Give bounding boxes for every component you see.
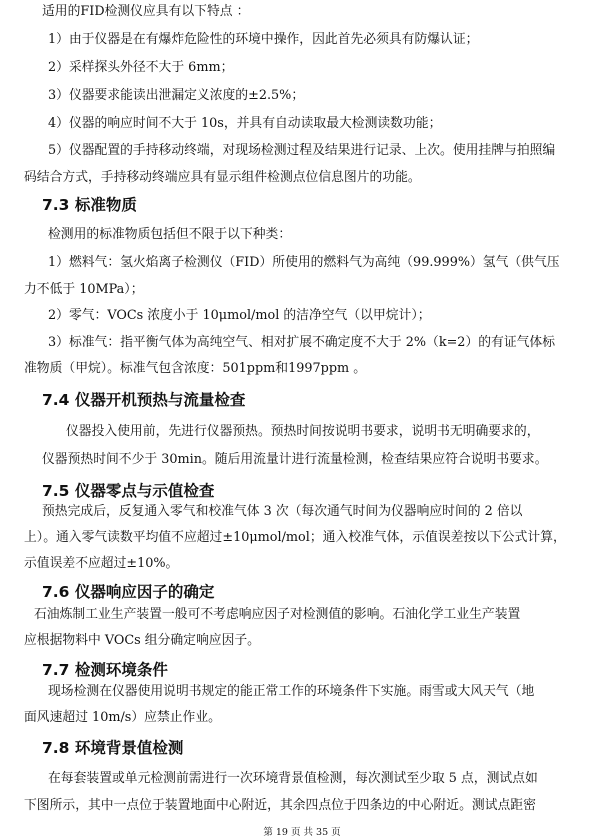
list-item: 5）仪器配置的手持移动终端，对现场检测过程及结果进行记录、上次。使用挂牌与拍照编 <box>48 143 556 158</box>
paragraph-line: 现场检测在仪器使用说明书规定的能正常工作的环境条件下实施。雨雪或大风天气（地 <box>48 684 535 699</box>
list-item: 3）标准气：指平衡气体为高纯空气、相对扩展不确定度不大于 2%（k=2）的有证气体标 <box>48 335 556 350</box>
section-heading-7-8: 7.8 环境背景值检测 <box>42 739 184 757</box>
list-item: 2）零气：VOCs 浓度小于 10μmol/mol 的洁净空气（以甲烷计）； <box>48 308 431 323</box>
list-item: 4）仪器的响应时间不大于 10s，并具有自动读取最大检测读数功能； <box>48 116 442 131</box>
list-item: 1）由于仪器是在有爆炸危险性的环境中操作，因此首先必须具有防爆认证； <box>48 32 479 47</box>
paragraph-line: 在每套装置或单元检测前需进行一次环境背景值检测，每次测试至少取 5 点，测试点如 <box>48 771 538 786</box>
intro-line: 适用的FID检测仪应具有以下特点 ： <box>42 4 250 19</box>
section-heading-7-4: 7.4 仪器开机预热与流量检查 <box>42 391 246 409</box>
paragraph-line: 下图所示，其中一点位于装置地面中心附近，其余四点位于四条边的中心附近。测试点距密 <box>24 798 536 813</box>
paragraph-line: 上）。通入零气读数平均值不应超过±10μmol/mol；通入校准气体，示值误差按以下公式计算， <box>24 530 566 545</box>
list-item-continued: 码结合方式，手持移动终端应具有显示组件检测点位信息图片的功能。 <box>24 170 421 185</box>
paragraph-line: 预热完成后，反复通入零气和校准气体 3 次（每次通气时间为仪器响应时间的 2 倍以 <box>42 504 523 519</box>
paragraph-line: 应根据物料中 VOCs 组分确定响应因子。 <box>24 633 260 648</box>
list-item-continued: 力不低于 10MPa）； <box>24 282 144 297</box>
paragraph-line: 面风速超过 10m/s）应禁止作业。 <box>24 710 221 725</box>
paragraph-line: 石油炼制工业生产装置一般可不考虑响应因子对检测值的影响。石油化学工业生产装置 <box>34 607 521 622</box>
list-item: 3）仪器要求能读出泄漏定义浓度的±2.5%； <box>48 88 305 103</box>
paragraph-line: 仪器预热时间不少于 30min。随后用流量计进行流量检测，检查结果应符合说明书要求。 <box>42 452 548 467</box>
section-heading-7-3: 7.3 标准物质 <box>42 196 137 214</box>
paragraph-line: 示值误差不应超过±10%。 <box>24 556 179 571</box>
page-number-footer: 第 19 页 共 35 页 <box>263 827 341 838</box>
section-heading-7-5: 7.5 仪器零点与示值检查 <box>42 482 215 500</box>
paragraph-line: 仪器投入使用前，先进行仪器预热。预热时间按说明书要求，说明书无明确要求的， <box>66 424 540 439</box>
list-item-continued: 准物质（甲烷）。标准气包含浓度：501ppm和1997ppm 。 <box>24 361 367 376</box>
list-item: 1）燃料气：氢火焰离子检测仪（FID）所使用的燃料气为高纯（99.999%）氢气（供气压 <box>48 255 560 270</box>
list-item: 2）采样探头外径不大于 6mm； <box>48 60 234 75</box>
section-heading-7-6: 7.6 仪器响应因子的确定 <box>42 583 215 601</box>
paragraph-line: 检测用的标准物质包括但不限于以下种类： <box>48 227 292 242</box>
section-heading-7-7: 7.7 检测环境条件 <box>42 661 168 679</box>
